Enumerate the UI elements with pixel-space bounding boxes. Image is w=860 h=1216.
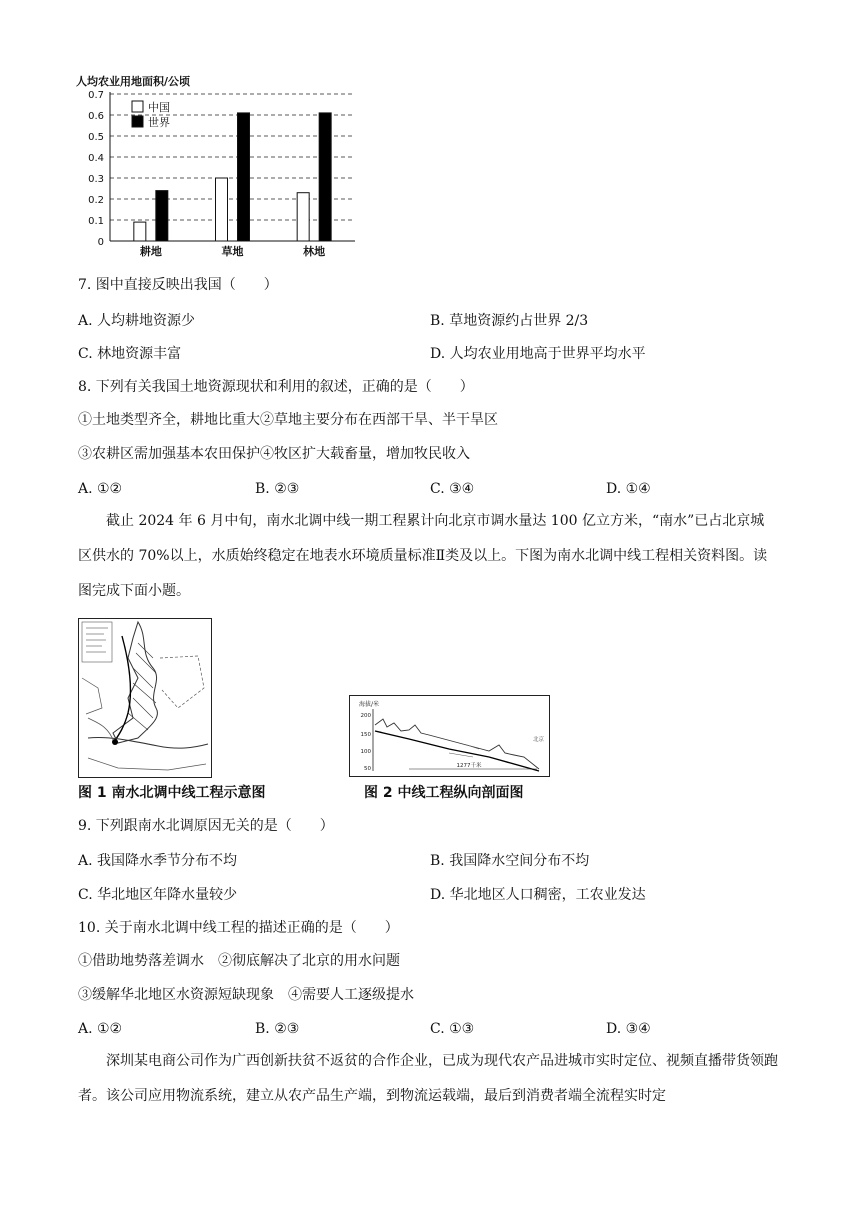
q8-statement-1: ①土地类型齐全，耕地比重大②草地主要分布在西部干旱、半干旱区 [78, 412, 498, 428]
fig2-distance: 1277千米 [456, 763, 482, 769]
q10-option-a[interactable]: A. ①② [78, 1021, 123, 1037]
q7-option-b[interactable]: B. 草地资源约占世界 2/3 [430, 313, 589, 329]
x-category-label: 林地 [303, 245, 326, 258]
agri-land-bar-chart [70, 70, 370, 262]
bar-林地-中国 [297, 193, 309, 241]
y-tick-label: 0.4 [88, 153, 104, 164]
y-tick-label: 0.2 [88, 195, 104, 206]
q10-statement-1: ①借助地势落差调水 ②彻底解决了北京的用水问题 [78, 953, 400, 969]
fig2-caption: 图 2 中线工程纵向剖面图 [364, 785, 524, 801]
bar-林地-世界 [319, 113, 331, 241]
fig1-map-image [78, 618, 212, 778]
q9-option-c[interactable]: C. 华北地区年降水量较少 [78, 887, 238, 903]
q9-option-b[interactable]: B. 我国降水空间分布不均 [430, 853, 590, 869]
q10-option-b[interactable]: B. ②③ [255, 1021, 300, 1037]
passage-south-north-water: 截止 2024 年 6 月中旬，南水北调中线一期工程累计向北京市调水量达 100 亿立方米，“南水”已占北京城区供水的 70%以上，水质始终稳定在地表水环境质量标准Ⅱ类及以上。下图为南水北调中线工程相关资料图。读图完成下面小题。 [78, 513, 768, 599]
q9-option-d[interactable]: D. 华北地区人口稠密，工农业发达 [430, 887, 646, 903]
q8-option-c[interactable]: C. ③④ [430, 481, 475, 497]
bar-耕地-世界 [156, 191, 168, 241]
bar-耕地-中国 [134, 222, 146, 241]
q10-stem: 10. 关于南水北调中线工程的描述正确的是（ ） [78, 920, 399, 936]
q8-stem: 8. 下列有关我国土地资源现状和利用的叙述，正确的是（ ） [78, 379, 474, 395]
fig2-ylabel: 海拔/米 [359, 701, 380, 708]
fig2-label-right: 北京 [533, 737, 545, 743]
q8-option-d[interactable]: D. ①④ [606, 481, 651, 497]
y-tick-label: 0.7 [88, 90, 104, 101]
fig2-ytick-100: 100 [360, 749, 371, 755]
fig2-ytick-50: 50 [364, 766, 371, 772]
y-tick-label: 0.1 [88, 216, 104, 227]
q7-option-d[interactable]: D. 人均农业用地高于世界平均水平 [430, 346, 646, 362]
legend-swatch-世界 [132, 116, 143, 127]
q7-option-c[interactable]: C. 林地资源丰富 [78, 346, 182, 362]
bar-草地-中国 [216, 178, 228, 241]
chart-title: 人均农业用地面积/公顷 [76, 75, 191, 88]
legend-label: 世界 [148, 116, 170, 129]
q8-option-b[interactable]: B. ②③ [255, 481, 300, 497]
y-tick-label: 0.6 [88, 111, 104, 122]
y-tick-label: 0 [97, 237, 104, 248]
x-category-label: 草地 [221, 245, 244, 258]
q8-option-a[interactable]: A. ①② [78, 481, 123, 497]
q7-option-a[interactable]: A. 人均耕地资源少 [78, 313, 196, 329]
q10-option-c[interactable]: C. ①③ [430, 1021, 475, 1037]
y-tick-label: 0.5 [88, 132, 104, 143]
y-tick-label: 0.3 [88, 174, 104, 185]
legend-label: 中国 [148, 101, 170, 114]
q10-option-d[interactable]: D. ③④ [606, 1021, 651, 1037]
fig2-ytick-150: 150 [360, 732, 371, 738]
q7-stem: 7. 图中直接反映出我国（ ） [78, 277, 278, 293]
passage-shenzhen-ecommerce: 深圳某电商公司作为广西创新扶贫不返贫的合作企业，已成为现代农产品进城市实时定位、视频直播带货领跑者。该公司应用物流系统，建立从农产品生产端，到物流运载端，最后到消费者端全流程实时定 [78, 1053, 778, 1104]
q9-option-a[interactable]: A. 我国降水季节分布不均 [78, 853, 238, 869]
fig2-ytick-200: 200 [360, 713, 371, 719]
fig1-caption: 图 1 南水北调中线工程示意图 [78, 785, 266, 801]
q9-stem: 9. 下列跟南水北调原因无关的是（ ） [78, 818, 334, 834]
bar-草地-世界 [238, 113, 250, 241]
fig2-profile-image [349, 695, 550, 777]
x-category-label: 耕地 [139, 245, 162, 258]
q10-statement-2: ③缓解华北地区水资源短缺现象 ④需要人工逐级提水 [78, 987, 414, 1003]
legend-swatch-中国 [132, 101, 143, 112]
q8-statement-2: ③农耕区需加强基本农田保护④牧区扩大载畜量，增加牧民收入 [78, 446, 470, 462]
